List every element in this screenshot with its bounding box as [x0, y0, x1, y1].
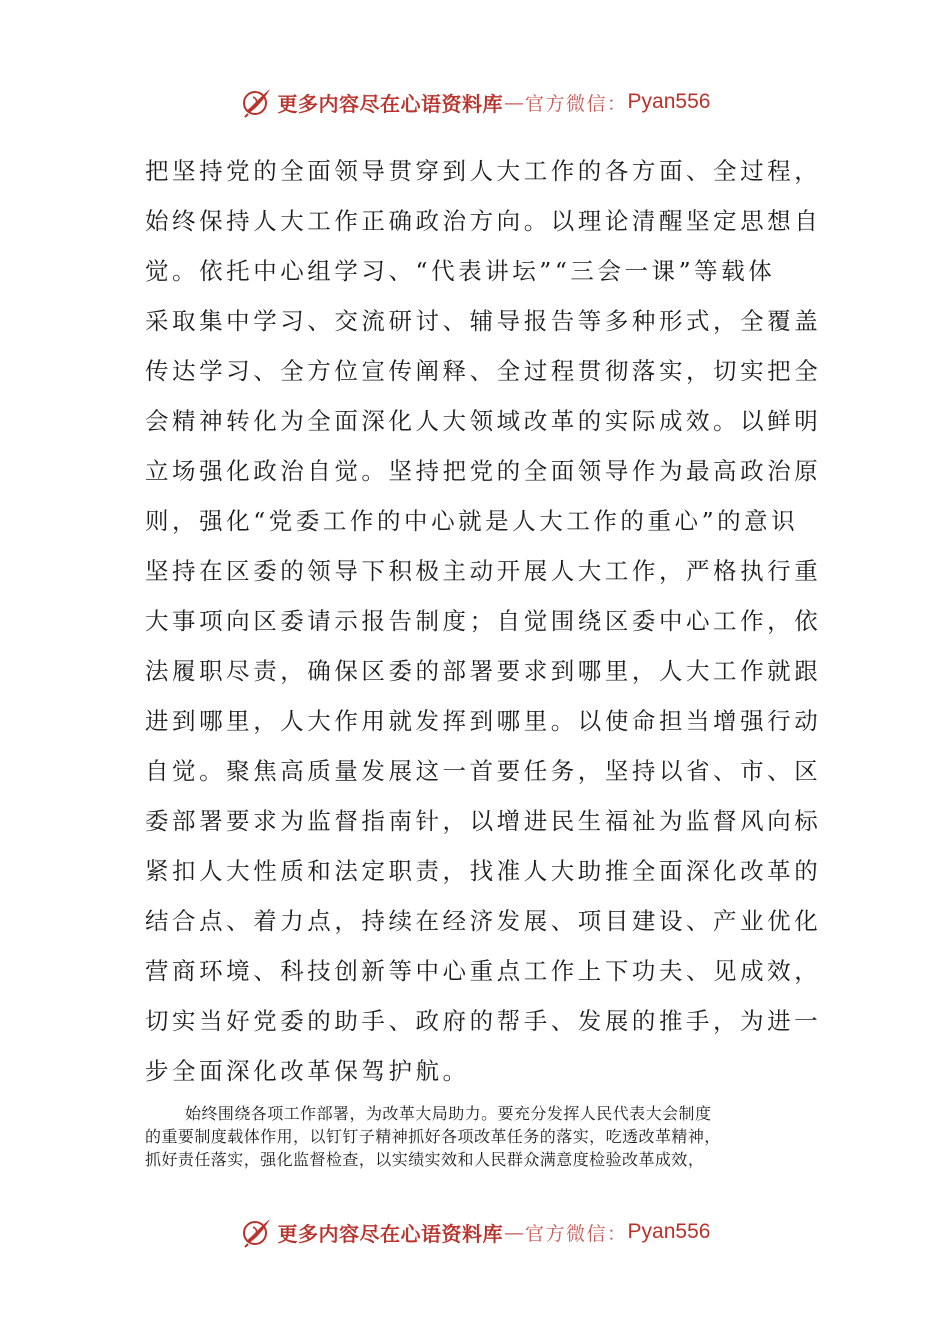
banner-slogan: 更多内容尽在心语资料库 [277, 91, 504, 116]
small-paragraph [145, 1102, 825, 1171]
text-line: 坚持在区委的领导下积极主动开展人大工作，严格执行重 [145, 557, 822, 585]
banner-wechat-id: Pyan556 [627, 1220, 711, 1243]
text-line: 始终保持人大工作正确政治方向。以理论清醒坚定思想自 [145, 207, 822, 235]
pen-nib-circle-icon [240, 1215, 274, 1249]
small-text-line: 的重要制度载体作用，以钉钉子精神抓好各项改革任务的落实，吃透改革精神， [145, 1127, 721, 1146]
text-line: 切实当好党委的助手、政府的帮手、发展的推手，为进一 [145, 1007, 822, 1035]
text-line: 采取集中学习、交流研讨、辅导报告等多种形式，全覆盖 [145, 307, 822, 335]
footer-banner [0, 1212, 950, 1252]
text-line: 把坚持党的全面领导贯穿到人大工作的各方面、全过程， [145, 157, 822, 185]
text-line: 法履职尽责，确保区委的部署要求到哪里，人大工作就跟 [145, 657, 822, 685]
text-line: 委部署要求为监督指南针，以增进民生福祉为监督风向标 [145, 807, 822, 835]
small-text-line: 抓好责任落实，强化监督检查，以实绩实效和人民群众满意度检验改革成效， [145, 1150, 705, 1169]
text-line: 立场强化政治自觉。坚持把党的全面领导作为最高政治原 [145, 457, 822, 485]
small-text-line: 始终围绕各项工作部署，为改革大局助力。要充分发挥人民代表大会制度 [185, 1104, 712, 1123]
text-line: 自觉。聚焦高质量发展这一首要任务，坚持以省、市、区 [145, 757, 822, 785]
text-line: 则，强化“党委工作的中心就是人大工作的重心”的意识 [145, 507, 799, 535]
text-line: 结合点、着力点，持续在经济发展、项目建设、产业优化 [145, 907, 822, 935]
banner-wechat-id: Pyan556 [627, 90, 711, 113]
header-banner [0, 82, 950, 122]
text-line: 传达学习、全方位宣传阐释、全过程贯彻落实，切实把全 [145, 357, 822, 385]
text-line: 会精神转化为全面深化人大领域改革的实际成效。以鲜明 [145, 407, 822, 435]
banner-separator: — [504, 90, 525, 114]
text-line: 营商环境、科技创新等中心重点工作上下功夫、见成效， [145, 957, 822, 985]
text-line: 大事项向区委请示报告制度；自觉围绕区委中心工作，依 [145, 607, 822, 635]
text-line: 紧扣人大性质和法定职责，找准人大助推全面深化改革的 [145, 857, 822, 885]
pen-nib-circle-icon [240, 85, 274, 119]
banner-slogan: 更多内容尽在心语资料库 [277, 1221, 504, 1246]
text-line: 进到哪里，人大作用就发挥到哪里。以使命担当增强行动 [145, 707, 822, 735]
text-line: 觉。依托中心组学习、“代表讲坛”“三会一课”等载体 [145, 257, 776, 285]
banner-separator: — [504, 1220, 525, 1244]
banner-wechat-label: 官方微信： [525, 1222, 628, 1245]
banner-wechat-label: 官方微信： [525, 92, 628, 115]
text-line: 步全面深化改革保驾护航。 [145, 1057, 470, 1085]
body-paragraph [145, 146, 822, 1096]
